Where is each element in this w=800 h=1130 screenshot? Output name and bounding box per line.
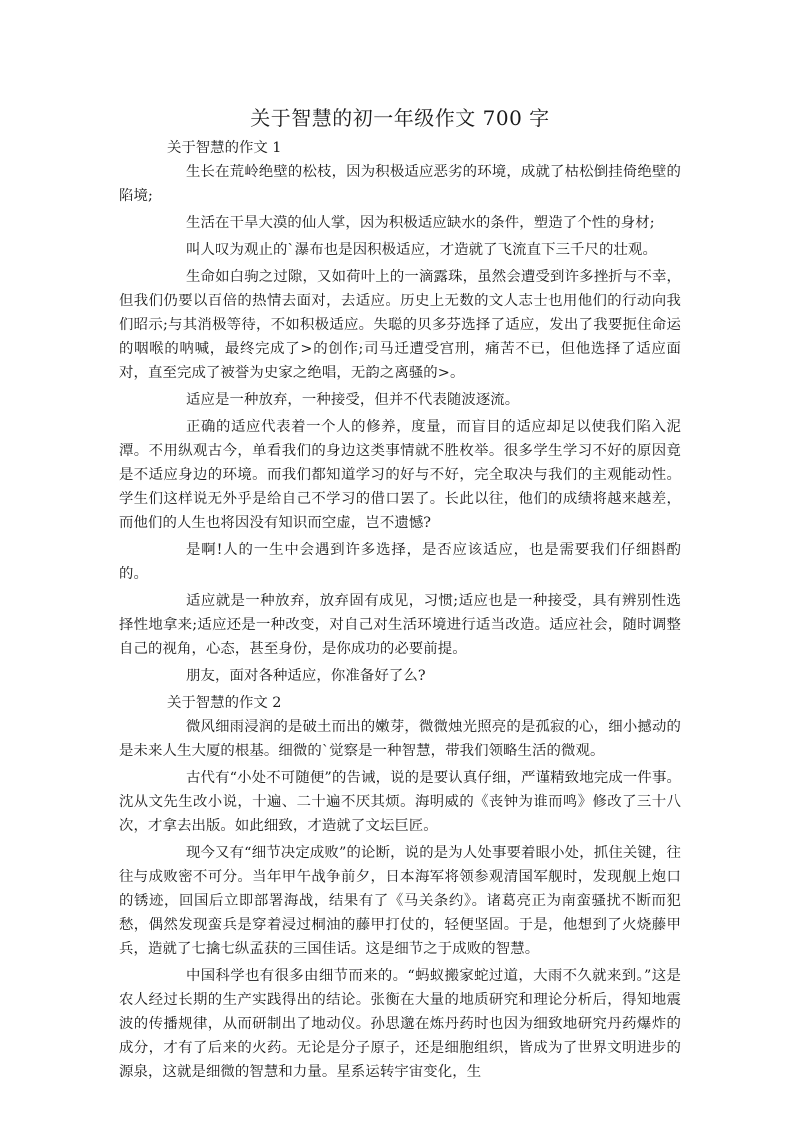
paragraph: 生长在荒岭绝壁的松枝，因为积极适应恶劣的环境，成就了枯松倒挂倚绝壁的陷境; bbox=[119, 164, 681, 204]
paragraph: 正确的适应代表着一个人的修养，度量，而盲目的适应却足以使我们陷入泥潭。不用纵观古今，单看我们的身边这类事情就不胜枚举。很多学生学习不好的原因竟是不适应身边的环境。而我们都知道学习的好与不好，完全取决与我们的主观能动性。学生们这样说无外乎是给自己不学习的借口罢了。长此以往，他们的成绩将越来越差，而他们的人生也将因没有知识而空虚，岂不遗憾? bbox=[119, 419, 681, 531]
document-title: 关于智慧的初一年级作文 700 字 bbox=[250, 106, 550, 130]
paragraph: 古代有“小处不可随便”的告诫，说的是要认真仔细，严谨精致地完成一件事。沈从文先生改小说，十遍、二十遍不厌其烦。海明威的《丧钟为谁而鸣》修改了三十八次，才拿去出版。如此细致，才造就了文坛巨匠。 bbox=[119, 770, 681, 834]
document-page bbox=[119, 104, 681, 1087]
paragraph: 中国科学也有很多由细节而来的。“蚂蚁搬家蛇过道，大雨不久就来到。”这是农人经过长期的生产实践得出的结论。张衡在大量的地质研究和理论分析后，得知地震波的传播规律，从而研制出了地动仪。孙思邈在炼丹药时也因为细致地研究丹药爆炸的成分，才有了后来的火药。无论是分子原子，还是细胞组织，皆成为了世界文明进步的源泉，这就是细微的智慧和力量。星系运转宇宙变化，生 bbox=[119, 968, 681, 1080]
paragraph: 适应是一种放弃，一种接受，但并不代表随波逐流。 bbox=[186, 392, 520, 408]
paragraph: 朋友，面对各种适应，你准备好了么? bbox=[186, 668, 426, 684]
essay-section-2 bbox=[119, 691, 681, 1084]
paragraph: 叫人叹为观止的`瀑布也是因积极适应，才造就了飞流直下三千尺的壮观。 bbox=[186, 242, 657, 258]
paragraph: 现今又有“细节决定成败”的论断，说的是为人处事要着眼小处，抓住关键，往往与成败密不可分。当年甲午战争前夕，日本海军将领参观清国军舰时，发现舰上炮口的锈迹，回国后立即部署海战，结果有了《马关条约》。诸葛亮正为南蛮骚扰不断而犯愁，偶然发现蛮兵是穿着浸过桐油的藤甲打仗的，轻便坚固。于是，他想到了火烧藤甲兵，造就了七擒七纵孟获的三国佳话。这是细节之于成败的智慧。 bbox=[119, 845, 681, 957]
paragraph: 适应就是一种放弃，放弃固有成见，习惯;适应也是一种接受，具有辨别性选择性地拿来;适应还是一种改变，对自己对生活环境进行适当改造。适应社会，随时调整自己的视角，心态，甚至身份，是你成功的必要前提。 bbox=[119, 593, 681, 657]
paragraph: 是啊!人的一生中会遇到许多选择，是否应该适应，也是需要我们仔细斟酌的。 bbox=[119, 542, 681, 582]
essay-section-1 bbox=[119, 136, 681, 688]
paragraph: 生活在干旱大漠的仙人掌，因为积极适应缺水的条件，塑造了个性的身材; bbox=[186, 215, 655, 231]
paragraph: 微风细雨浸润的是破土而出的嫩芽，微微烛光照亮的是孤寂的心，细小撼动的是未来人生大厦的根基。细微的`觉察是一种智慧，带我们领略生活的微观。 bbox=[119, 719, 681, 759]
section-heading: 关于智慧的作文 2 bbox=[167, 695, 282, 711]
section-heading: 关于智慧的作文 1 bbox=[167, 140, 282, 156]
paragraph: 生命如白驹之过隙，又如荷叶上的一滴露珠，虽然会遭受到许多挫折与不幸，但我们仍要以百倍的热情去面对，去适应。历史上无数的文人志士也用他们的行动向我们昭示;与其消极等待，不如积极适应。失聪的贝多芬选择了适应，发出了我要扼住命运的咽喉的呐喊，最终完成了>的创作;司马迁遭受宫刑，痛苦不已，但他选择了适应面对，直至完成了被誉为史家之绝唱，无韵之离骚的>。 bbox=[119, 269, 681, 381]
